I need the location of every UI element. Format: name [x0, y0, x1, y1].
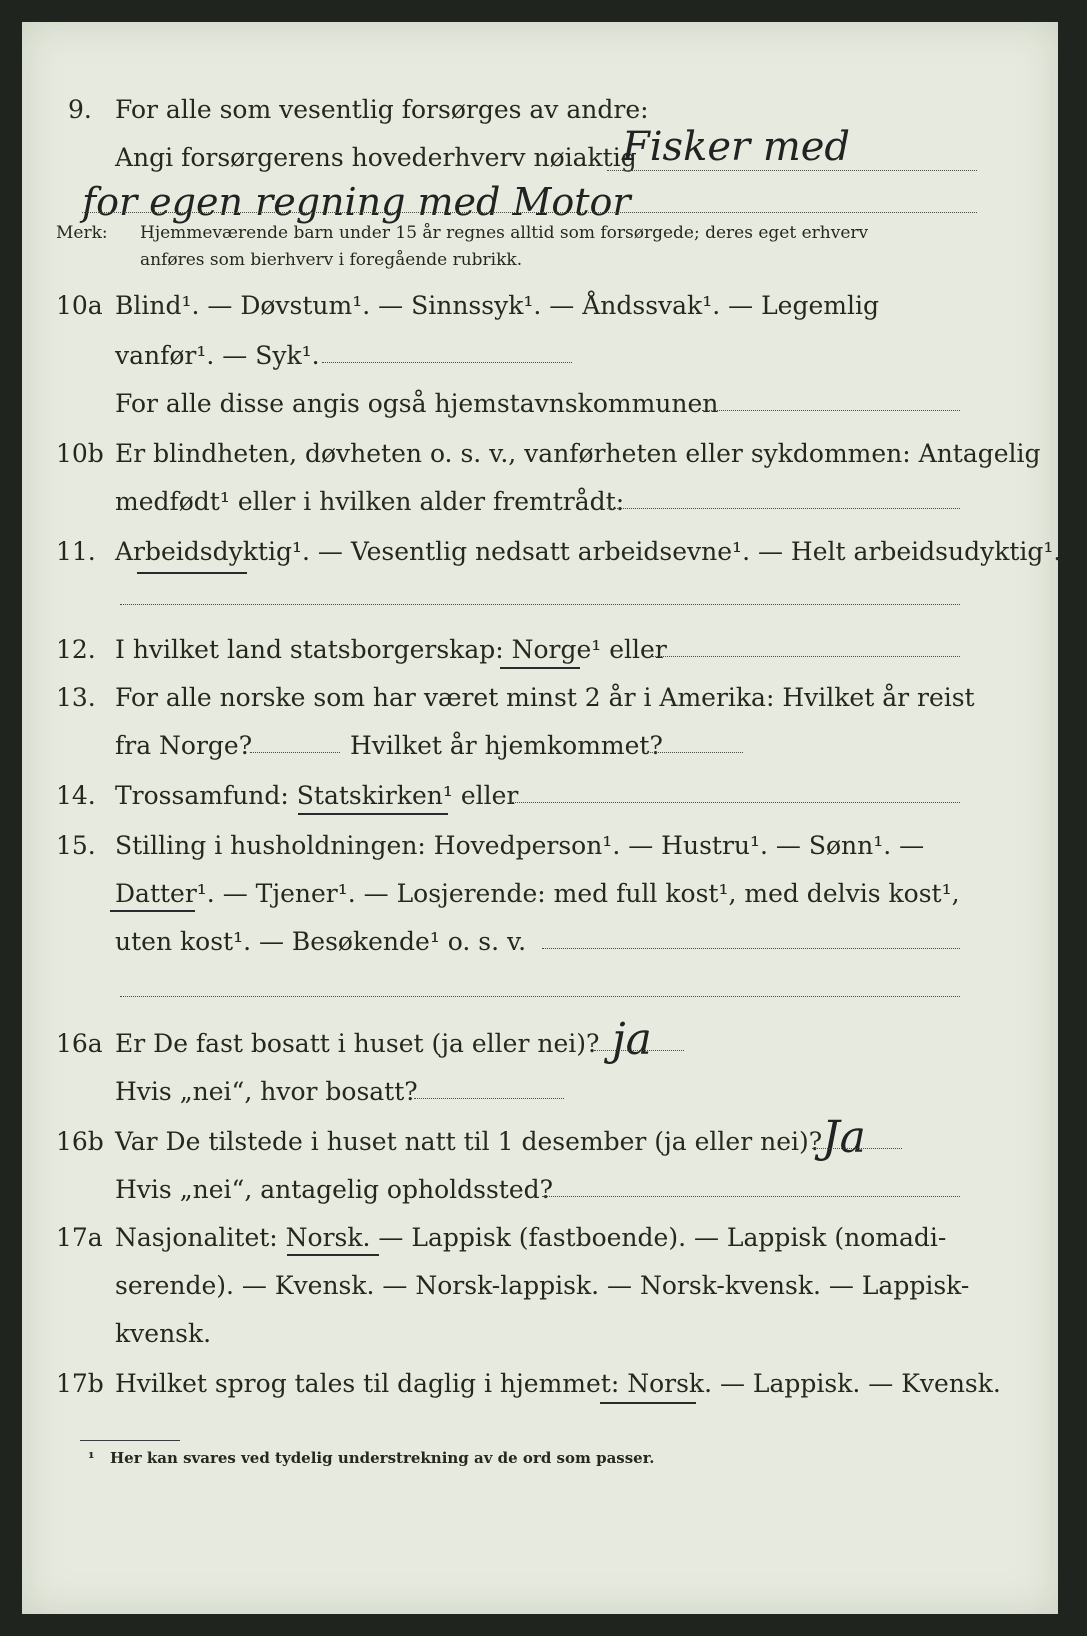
- q9-answer-1: Fisker med: [622, 124, 851, 170]
- q13-number: 13.: [56, 683, 96, 712]
- merk-text-1: Hjemmeværende barn under 15 år regnes alltid som forsørgede; deres eget erhverv: [140, 223, 869, 243]
- q16b-line-2: [542, 1196, 960, 1197]
- footnote-text: Her kan svares ved tydelig understrekning av de ord som passer.: [110, 1449, 655, 1467]
- q17a-text-3: kvensk.: [115, 1319, 212, 1348]
- q17a-text-1: Nasjonalitet: Norsk. — Lappisk (fastboende). — Lappisk (nomadi-: [115, 1223, 947, 1252]
- form-page: [22, 22, 1062, 1614]
- q9-answer-line-2: [82, 212, 977, 213]
- q15-number: 15.: [56, 831, 96, 860]
- q13-text-1: For alle norske som har været minst 2 år i Amerika: Hvilket år reist: [115, 683, 975, 712]
- q10b-text-2: medfødt¹ eller i hvilken alder fremtrådt:: [115, 487, 625, 516]
- q10b-number: 10b: [56, 439, 104, 468]
- q16b-answer: Ja: [822, 1112, 866, 1163]
- q16b-line-1: [812, 1148, 902, 1149]
- q11-line: [120, 604, 960, 605]
- q16a-number: 16a: [56, 1029, 103, 1058]
- q16a-text-1: Er De fast bosatt i huset (ja eller nei)?: [115, 1029, 600, 1058]
- q13-text-2b: Hvilket år hjemkommet?: [350, 731, 663, 760]
- q10a-text-3: For alle disse angis også hjemstavnskommunen: [115, 389, 719, 418]
- q9-number: 9.: [68, 95, 92, 124]
- q14-text-1: Trossamfund: Statskirken¹ eller: [115, 781, 519, 810]
- q13-line-2: [647, 752, 743, 753]
- footnote-rule: [80, 1440, 180, 1441]
- q14-line: [512, 802, 960, 803]
- q16b-text-1: Var De tilstede i huset natt til 1 desember (ja eller nei)?: [115, 1127, 823, 1156]
- footnote-mark: ¹: [88, 1449, 95, 1467]
- q17a-number: 17a: [56, 1223, 103, 1252]
- q16b-number: 16b: [56, 1127, 104, 1156]
- q17a-text-2: serende). — Kvensk. — Norsk-lappisk. — Norsk-kvensk. — Lappisk-: [115, 1271, 970, 1300]
- q10a-line-1: [322, 362, 572, 363]
- q15-underline-mark: [110, 910, 195, 912]
- q15-line-1: [542, 948, 960, 949]
- q12-underline-mark: [500, 667, 580, 669]
- q16a-line-1: [594, 1050, 684, 1051]
- q16b-text-2: Hvis „nei“, antagelig opholdssted?: [115, 1175, 554, 1204]
- q16a-line-2: [414, 1098, 564, 1099]
- q9-answer-2: for egen regning med Motor: [82, 180, 631, 224]
- q16a-text-2: Hvis „nei“, hvor bosatt?: [115, 1077, 418, 1106]
- q10a-line-2: [702, 410, 960, 411]
- q15-text-1: Stilling i husholdningen: Hovedperson¹. — Hustru¹. — Sønn¹. —: [115, 831, 925, 860]
- q13-line-1: [250, 752, 340, 753]
- q9-text-1: For alle som vesentlig forsørges av andre:: [115, 95, 649, 124]
- q17b-underline-mark: [600, 1402, 696, 1404]
- q14-underline-mark: [298, 813, 448, 815]
- q11-number: 11.: [56, 537, 96, 566]
- q15-text-2: Datter¹. — Tjener¹. — Losjerende: med full kost¹, med delvis kost¹,: [115, 879, 960, 908]
- q15-text-3: uten kost¹. — Besøkende¹ o. s. v.: [115, 927, 527, 956]
- q10b-line: [607, 508, 960, 509]
- q12-text-1: I hvilket land statsborgerskap: Norge¹ eller: [115, 635, 667, 664]
- q12-number: 12.: [56, 635, 96, 664]
- merk-label: Merk:: [56, 223, 108, 243]
- merk-text-2: anføres som bierhverv i foregående rubrikk.: [140, 250, 523, 270]
- q10a-text-1: Blind¹. — Døvstum¹. — Sinnssyk¹. — Åndssvak¹. — Legemlig: [115, 291, 879, 320]
- q16a-answer: ja: [612, 1014, 652, 1065]
- q9-answer-line-1: [607, 170, 977, 171]
- q12-line: [652, 656, 960, 657]
- q11-text-1: Arbeidsdyktig¹. — Vesentlig nedsatt arbeidsevne¹. — Helt arbeidsudyktig¹.: [115, 537, 1062, 566]
- q9-text-2: Angi forsørgerens hovederhverv nøiaktig: [115, 143, 637, 172]
- q10a-text-2: vanfør¹. — Syk¹.: [115, 341, 320, 370]
- q14-number: 14.: [56, 781, 96, 810]
- q10a-number: 10a: [56, 291, 103, 320]
- q15-line-2: [120, 996, 960, 997]
- q17b-number: 17b: [56, 1369, 104, 1398]
- q10b-text-1: Er blindheten, døvheten o. s. v., vanførheten eller sykdommen: Antagelig: [115, 439, 1041, 468]
- q17b-text-1: Hvilket sprog tales til daglig i hjemmet: Norsk. — Lappisk. — Kvensk.: [115, 1369, 1001, 1398]
- q11-underline-mark: [137, 572, 247, 574]
- q13-text-2a: fra Norge?: [115, 731, 253, 760]
- q17a-underline-mark: [287, 1254, 379, 1256]
